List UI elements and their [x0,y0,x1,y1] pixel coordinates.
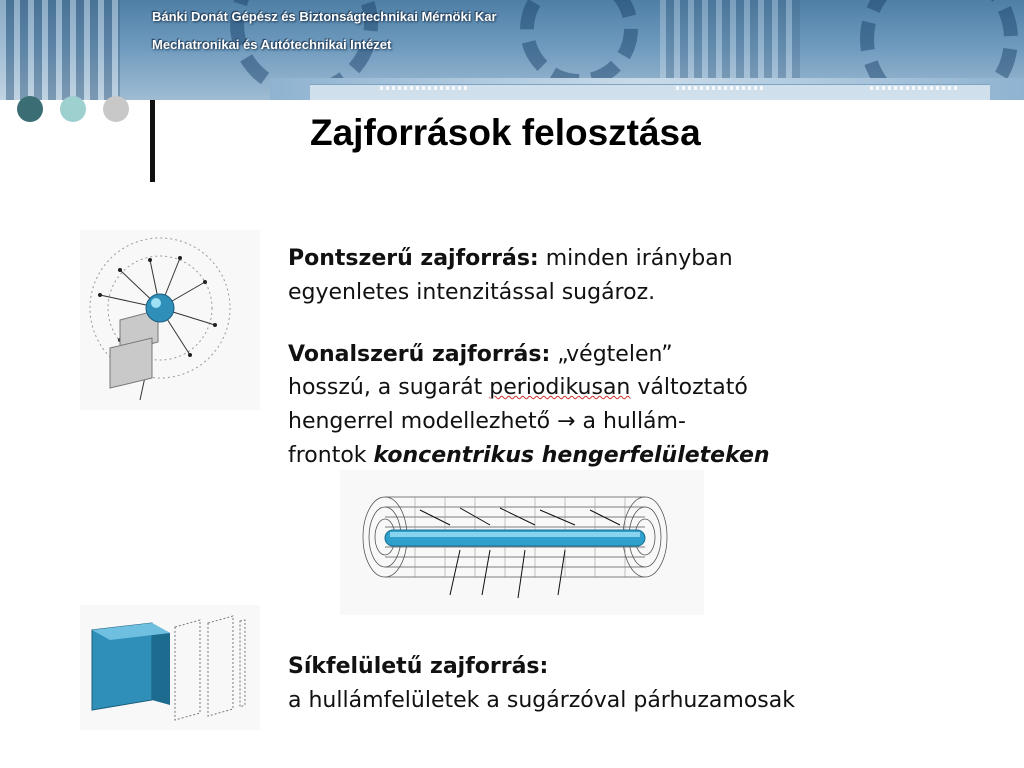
decor-dot-gray [103,96,129,122]
point-source-line2: egyenletes intenzitással sugároz. [288,280,656,305]
gear-graphic [520,0,638,88]
line-source-line3: hengerrel modellezhető → a hullám- [288,409,686,434]
point-source-heading: Pontszerű zajforrás: [288,246,539,271]
faculty-name: Bánki Donát Gépész és Biztonságtechnikai Mérnöki Kar [152,9,497,24]
slide-title: Zajforrások felosztása [310,112,701,153]
line-source-heading: Vonalszerű zajforrás: [288,342,551,367]
dotted-decoration [676,86,766,90]
line-source-desc-4a: frontok [288,443,374,468]
decor-dot-dark [17,96,43,122]
building-image-left [0,0,120,100]
line-source-emphasis: koncentrikus hengerfelületeken [373,443,770,468]
line-source-desc-2a: hosszú, a sugarát [288,375,490,400]
dotted-decoration [870,86,960,90]
line-source-line2 [288,371,748,404]
plane-source-heading [288,650,548,683]
line-source-cylinder-diagram [340,470,704,615]
point-source-diagram [80,230,260,410]
header-banner [0,0,1024,100]
plane-source-diagram [80,605,260,730]
decor-dot-teal [60,96,86,122]
spellcheck-word: periodikusan [489,375,631,400]
line-source-desc-1: „végtelen” [550,342,673,367]
plane-source-heading-text: Síkfelületű zajforrás: [288,654,549,679]
dotted-decoration [380,86,470,90]
point-source-desc-1: minden irányban [538,246,733,271]
line-source-line1 [288,338,673,371]
institute-name: Mechatronikai és Autótechnikai Intézet [152,37,392,52]
line-source-desc-2c: változtató [630,375,748,400]
line-source-line4 [288,439,770,472]
title-divider [150,100,155,182]
plane-source-line2: a hullámfelületek a sugárzóval párhuzamosak [288,688,795,713]
point-source-line1 [288,242,733,275]
